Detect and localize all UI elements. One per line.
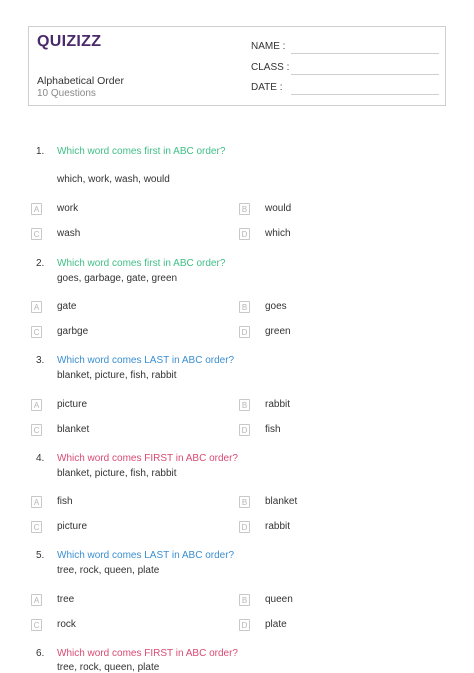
question-words: tree, rock, queen, plate	[57, 565, 160, 576]
question-number: 2.	[36, 258, 45, 269]
option-text: would	[265, 203, 292, 214]
question-text: Which word comes LAST in ABC order?	[57, 355, 235, 366]
date-field[interactable]	[291, 94, 439, 95]
option-text: wash	[57, 228, 81, 239]
question-text: Which word comes FIRST in ABC order?	[57, 648, 238, 659]
option-letter-box: C	[31, 326, 42, 338]
option-text: fish	[57, 496, 73, 507]
option-letter-box: C	[31, 228, 42, 240]
worksheet-title: Alphabetical Order	[37, 75, 124, 87]
option-letter-box: D	[239, 424, 250, 436]
question-text: Which word comes first in ABC order?	[57, 258, 226, 269]
option-letter-box: B	[239, 594, 250, 606]
option-letter-box: C	[31, 424, 42, 436]
date-label: DATE :	[251, 82, 283, 93]
question-words: tree, rock, queen, plate	[57, 662, 160, 673]
option-text: work	[57, 203, 79, 214]
option-text: goes	[265, 301, 287, 312]
option-letter-box: A	[31, 399, 42, 411]
option-letter-box: A	[31, 496, 42, 508]
option-text: garbge	[57, 326, 89, 337]
option-text: which	[265, 228, 291, 239]
quizizz-logo: QUIZIZZ	[37, 33, 102, 50]
option-text: tree	[57, 594, 75, 605]
option-letter-box: A	[31, 203, 42, 215]
class-field[interactable]	[291, 74, 439, 75]
option-letter-box: C	[31, 521, 42, 533]
option-text: rock	[57, 619, 76, 630]
worksheet-header	[28, 26, 446, 106]
option-text: queen	[265, 594, 293, 605]
option-letter-box: D	[239, 619, 250, 631]
question-words: blanket, picture, fish, rabbit	[57, 468, 177, 479]
option-text: blanket	[57, 424, 90, 435]
option-text: picture	[57, 399, 88, 410]
option-text: blanket	[265, 496, 298, 507]
question-number: 4.	[36, 453, 45, 464]
option-letter-box: C	[31, 619, 42, 631]
option-letter-box: D	[239, 326, 250, 338]
question-number: 5.	[36, 550, 45, 561]
question-words: which, work, wash, would	[57, 174, 170, 185]
question-number: 3.	[36, 355, 45, 366]
option-letter-box: D	[239, 521, 250, 533]
question-number: 6.	[36, 648, 45, 659]
question-number: 1.	[36, 146, 45, 157]
option-text: rabbit	[265, 399, 291, 410]
option-letter-box: B	[239, 496, 250, 508]
question-words: blanket, picture, fish, rabbit	[57, 370, 177, 381]
option-letter-box: A	[31, 594, 42, 606]
option-text: picture	[57, 521, 88, 532]
option-text: green	[265, 326, 291, 337]
question-text: Which word comes FIRST in ABC order?	[57, 453, 238, 464]
name-field[interactable]	[291, 53, 439, 54]
class-label: CLASS :	[251, 62, 290, 73]
option-letter-box: B	[239, 399, 250, 411]
option-text: gate	[57, 301, 77, 312]
question-text: Which word comes LAST in ABC order?	[57, 550, 235, 561]
option-letter-box: A	[31, 301, 42, 313]
option-letter-box: B	[239, 203, 250, 215]
question-count: 10 Questions	[37, 88, 96, 99]
name-label: NAME :	[251, 41, 286, 52]
option-text: plate	[265, 619, 287, 630]
question-words: goes, garbage, gate, green	[57, 273, 178, 284]
question-text: Which word comes first in ABC order?	[57, 146, 226, 157]
option-text: rabbit	[265, 521, 291, 532]
option-letter-box: B	[239, 301, 250, 313]
option-text: fish	[265, 424, 281, 435]
option-letter-box: D	[239, 228, 250, 240]
